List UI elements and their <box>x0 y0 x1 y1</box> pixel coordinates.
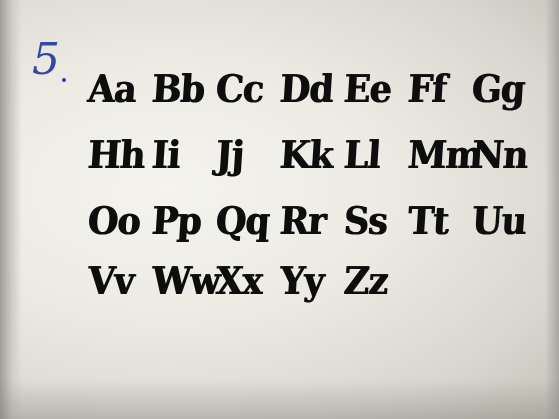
page-gutter-shadow <box>0 0 22 419</box>
letter-pair: Jj <box>214 132 245 177</box>
letter-pair: Mm <box>406 132 484 177</box>
letter-pair: Ss <box>342 198 389 243</box>
letter-pair: Ww <box>150 258 221 303</box>
page-edge <box>545 0 559 419</box>
letter-pair: Ee <box>342 66 393 111</box>
letter-pair: Tt <box>406 198 450 243</box>
letter-pair: Rr <box>278 198 328 243</box>
page-bottom-shadow <box>0 379 559 419</box>
letter-pair: Zz <box>342 258 390 303</box>
letter-pair: Oo <box>86 198 142 243</box>
letter-pair: Aa <box>86 66 138 111</box>
letter-pair: Nn <box>470 132 530 177</box>
letter-pair: Ff <box>406 66 448 111</box>
letter-pair: Dd <box>278 66 335 111</box>
letter-pair: Hh <box>86 132 147 177</box>
letter-pair: Kk <box>278 132 335 177</box>
letter-pair: Bb <box>150 66 206 111</box>
letter-pair: Vv <box>86 258 136 303</box>
show-through-bleed: ﾠ <box>507 16 540 56</box>
letter-pair: Qq <box>214 198 271 243</box>
letter-pair: Gg <box>470 66 526 111</box>
handwritten-page-number: 5 <box>32 34 60 85</box>
letter-pair: Ll <box>342 132 382 177</box>
letter-pair: Uu <box>470 198 528 243</box>
letter-pair: Ii <box>150 132 182 177</box>
letter-pair: Pp <box>150 198 203 243</box>
letter-pair: Xx <box>214 258 264 303</box>
letter-pair: Yy <box>278 258 325 303</box>
letter-pair: Cc <box>214 66 265 111</box>
page-number-period <box>62 78 66 82</box>
